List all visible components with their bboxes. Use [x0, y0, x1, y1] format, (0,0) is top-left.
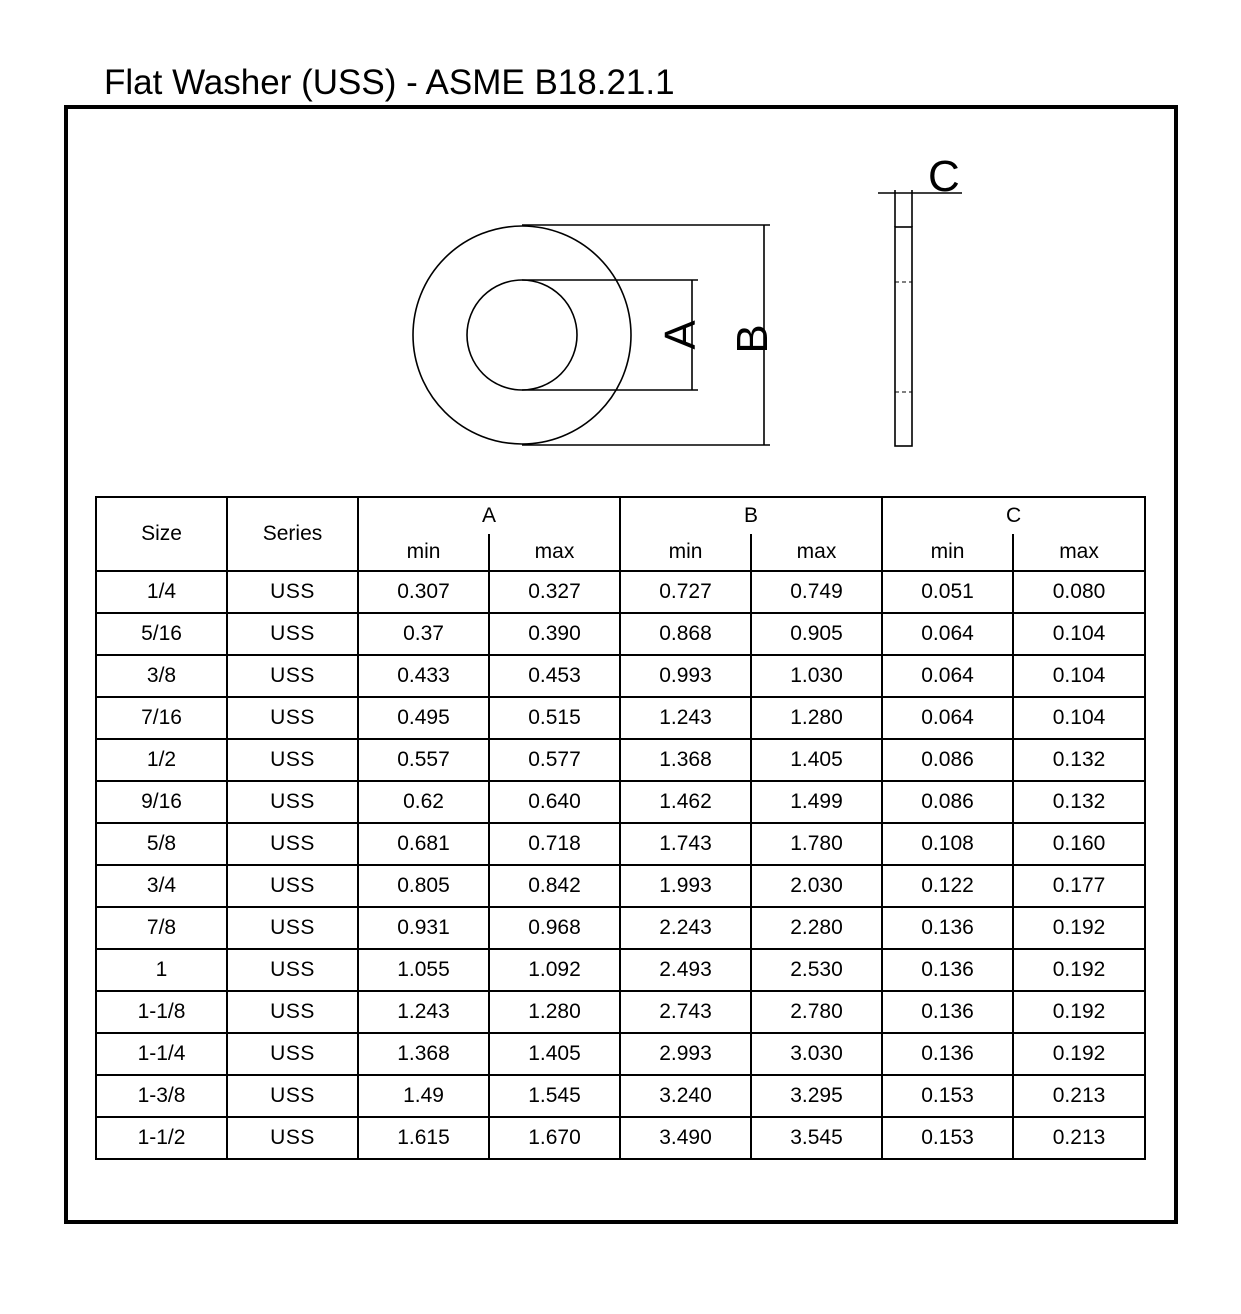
table-row	[96, 781, 1145, 823]
cell-b-max: 1.280	[751, 697, 882, 739]
header-b-max: max	[751, 534, 882, 571]
cell-series: USS	[227, 907, 358, 949]
cell-b-min: 1.993	[620, 865, 751, 907]
cell-size: 3/4	[96, 865, 227, 907]
cell-c-max: 0.177	[1013, 865, 1145, 907]
label-c: C	[928, 152, 960, 201]
table-row	[96, 823, 1145, 865]
cell-a-max: 0.453	[489, 655, 620, 697]
cell-c-max: 0.080	[1013, 571, 1145, 613]
cell-a-min: 0.805	[358, 865, 489, 907]
cell-series: USS	[227, 1075, 358, 1117]
cell-b-min: 0.727	[620, 571, 751, 613]
cell-b-min: 1.462	[620, 781, 751, 823]
cell-b-min: 1.368	[620, 739, 751, 781]
cell-b-max: 1.405	[751, 739, 882, 781]
cell-size: 3/8	[96, 655, 227, 697]
cell-c-min: 0.136	[882, 907, 1013, 949]
cell-a-min: 0.495	[358, 697, 489, 739]
cell-c-min: 0.136	[882, 991, 1013, 1033]
cell-a-max: 0.842	[489, 865, 620, 907]
cell-b-max: 2.280	[751, 907, 882, 949]
cell-c-min: 0.064	[882, 655, 1013, 697]
table-row	[96, 571, 1145, 613]
cell-b-min: 1.743	[620, 823, 751, 865]
cell-a-min: 0.37	[358, 613, 489, 655]
cell-series: USS	[227, 823, 358, 865]
washer-inner-circle	[467, 280, 577, 390]
cell-b-min: 2.743	[620, 991, 751, 1033]
cell-b-min: 2.493	[620, 949, 751, 991]
cell-c-min: 0.064	[882, 613, 1013, 655]
cell-c-max: 0.192	[1013, 1033, 1145, 1075]
cell-size: 1/4	[96, 571, 227, 613]
cell-b-max: 1.780	[751, 823, 882, 865]
cell-b-min: 0.993	[620, 655, 751, 697]
page-title: Flat Washer (USS) - ASME B18.21.1	[104, 63, 675, 102]
cell-a-max: 0.968	[489, 907, 620, 949]
cell-a-max: 1.405	[489, 1033, 620, 1075]
cell-a-min: 1.368	[358, 1033, 489, 1075]
cell-a-max: 0.577	[489, 739, 620, 781]
cell-a-min: 0.62	[358, 781, 489, 823]
cell-c-max: 0.104	[1013, 655, 1145, 697]
cell-a-max: 0.390	[489, 613, 620, 655]
cell-series: USS	[227, 949, 358, 991]
cell-c-min: 0.153	[882, 1117, 1013, 1159]
washer-diagram	[0, 0, 1241, 500]
cell-series: USS	[227, 1033, 358, 1075]
table-row	[96, 739, 1145, 781]
cell-c-min: 0.064	[882, 697, 1013, 739]
cell-a-min: 0.931	[358, 907, 489, 949]
cell-c-min: 0.108	[882, 823, 1013, 865]
cell-a-min: 0.433	[358, 655, 489, 697]
cell-c-min: 0.086	[882, 739, 1013, 781]
cell-c-max: 0.104	[1013, 697, 1145, 739]
cell-c-max: 0.192	[1013, 907, 1145, 949]
cell-series: USS	[227, 781, 358, 823]
cell-b-max: 1.499	[751, 781, 882, 823]
cell-c-min: 0.122	[882, 865, 1013, 907]
cell-a-min: 1.615	[358, 1117, 489, 1159]
cell-b-max: 3.545	[751, 1117, 882, 1159]
cell-c-max: 0.192	[1013, 949, 1145, 991]
cell-a-max: 1.670	[489, 1117, 620, 1159]
cell-b-min: 1.243	[620, 697, 751, 739]
cell-a-max: 0.515	[489, 697, 620, 739]
table-row	[96, 991, 1145, 1033]
cell-size: 1-1/4	[96, 1033, 227, 1075]
cell-size: 5/16	[96, 613, 227, 655]
cell-c-max: 0.192	[1013, 991, 1145, 1033]
cell-a-max: 0.718	[489, 823, 620, 865]
cell-series: USS	[227, 991, 358, 1033]
cell-size: 7/8	[96, 907, 227, 949]
cell-b-min: 3.240	[620, 1075, 751, 1117]
header-c-max: max	[1013, 534, 1145, 571]
cell-b-max: 1.030	[751, 655, 882, 697]
cell-series: USS	[227, 655, 358, 697]
cell-b-max: 3.030	[751, 1033, 882, 1075]
header-a-max: max	[489, 534, 620, 571]
cell-series: USS	[227, 571, 358, 613]
header-a-min: min	[358, 534, 489, 571]
cell-b-max: 2.530	[751, 949, 882, 991]
cell-a-min: 1.055	[358, 949, 489, 991]
cell-a-max: 1.280	[489, 991, 620, 1033]
table-row	[96, 613, 1145, 655]
table-row	[96, 949, 1145, 991]
washer-spec-table	[95, 496, 1146, 1160]
table-row	[96, 1117, 1145, 1159]
table-row	[96, 907, 1145, 949]
label-a: A	[656, 320, 705, 350]
cell-size: 9/16	[96, 781, 227, 823]
header-size: Size	[96, 497, 227, 571]
cell-a-max: 1.092	[489, 949, 620, 991]
cell-c-min: 0.153	[882, 1075, 1013, 1117]
cell-b-min: 2.993	[620, 1033, 751, 1075]
cell-c-max: 0.213	[1013, 1117, 1145, 1159]
cell-b-max: 3.295	[751, 1075, 882, 1117]
washer-outer-circle	[413, 226, 631, 444]
cell-a-max: 1.545	[489, 1075, 620, 1117]
cell-b-min: 3.490	[620, 1117, 751, 1159]
cell-b-max: 0.905	[751, 613, 882, 655]
cell-size: 1-1/2	[96, 1117, 227, 1159]
table-row	[96, 697, 1145, 739]
cell-c-max: 0.132	[1013, 739, 1145, 781]
header-c-min: min	[882, 534, 1013, 571]
cell-series: USS	[227, 1117, 358, 1159]
header-b-min: min	[620, 534, 751, 571]
cell-size: 1/2	[96, 739, 227, 781]
cell-a-min: 0.557	[358, 739, 489, 781]
cell-a-min: 0.307	[358, 571, 489, 613]
cell-c-max: 0.104	[1013, 613, 1145, 655]
cell-b-max: 0.749	[751, 571, 882, 613]
cell-series: USS	[227, 739, 358, 781]
cell-a-min: 1.243	[358, 991, 489, 1033]
table-row	[96, 1033, 1145, 1075]
cell-b-min: 2.243	[620, 907, 751, 949]
cell-c-min: 0.086	[882, 781, 1013, 823]
cell-c-max: 0.160	[1013, 823, 1145, 865]
cell-size: 7/16	[96, 697, 227, 739]
cell-a-max: 0.640	[489, 781, 620, 823]
label-b: B	[728, 324, 777, 354]
header-series: Series	[227, 497, 358, 571]
table-row	[96, 655, 1145, 697]
cell-size: 1-3/8	[96, 1075, 227, 1117]
cell-c-max: 0.132	[1013, 781, 1145, 823]
cell-b-max: 2.780	[751, 991, 882, 1033]
cell-a-min: 0.681	[358, 823, 489, 865]
cell-series: USS	[227, 697, 358, 739]
cell-c-min: 0.051	[882, 571, 1013, 613]
cell-c-min: 0.136	[882, 949, 1013, 991]
cell-size: 5/8	[96, 823, 227, 865]
header-b: B	[620, 497, 882, 534]
cell-size: 1-1/8	[96, 991, 227, 1033]
cell-c-min: 0.136	[882, 1033, 1013, 1075]
header-a: A	[358, 497, 620, 534]
cell-c-max: 0.213	[1013, 1075, 1145, 1117]
cell-series: USS	[227, 865, 358, 907]
cell-size: 1	[96, 949, 227, 991]
washer-side-view	[895, 227, 912, 446]
cell-b-min: 0.868	[620, 613, 751, 655]
cell-a-max: 0.327	[489, 571, 620, 613]
header-c: C	[882, 497, 1145, 534]
table-row	[96, 865, 1145, 907]
table-row	[96, 1075, 1145, 1117]
table-body	[96, 571, 1145, 1159]
cell-b-max: 2.030	[751, 865, 882, 907]
cell-series: USS	[227, 613, 358, 655]
cell-a-min: 1.49	[358, 1075, 489, 1117]
